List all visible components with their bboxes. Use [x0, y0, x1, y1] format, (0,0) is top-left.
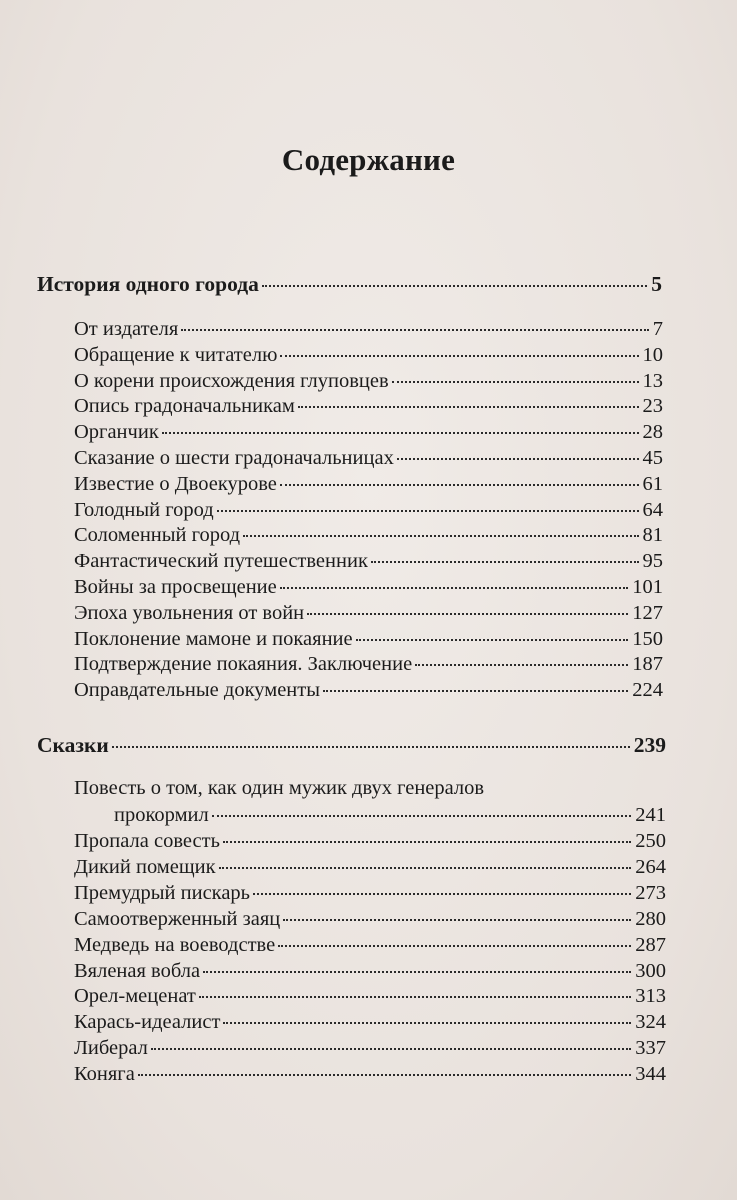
toc-item-label: Соломенный город — [74, 524, 241, 547]
toc-item — [74, 906, 666, 932]
toc-item-page: 61 — [642, 472, 663, 495]
toc-item-page: 324 — [635, 1011, 666, 1034]
toc-item — [74, 1035, 666, 1061]
toc-item — [74, 983, 666, 1009]
toc-item — [74, 342, 663, 368]
toc-item-page: 13 — [642, 369, 663, 392]
toc-item-label: Либерал — [74, 1037, 148, 1060]
toc-item-page: 127 — [632, 601, 663, 624]
toc-item-label: Обращение к читателю — [74, 343, 278, 366]
toc-item-page: 150 — [632, 627, 663, 650]
dot-leader — [371, 561, 639, 563]
dot-leader — [262, 285, 647, 287]
toc-item-page: 28 — [642, 421, 663, 444]
toc-item-label: Известие о Двоекурове — [74, 472, 277, 495]
toc-item-page: 10 — [642, 343, 663, 366]
toc-item-label: Медведь на воеводстве — [74, 933, 276, 956]
toc-item-page: 7 — [652, 318, 663, 340]
page-title: Содержание — [281, 142, 456, 177]
dot-leader — [181, 329, 648, 331]
dot-leader — [278, 945, 631, 947]
dot-leader — [280, 355, 638, 357]
toc-item-label: Орел-меценат — [74, 985, 196, 1008]
dot-leader — [253, 893, 631, 895]
dot-leader — [138, 1074, 631, 1076]
toc-item-label: От издателя — [74, 318, 179, 340]
dot-leader — [151, 1048, 631, 1050]
toc-item — [74, 600, 663, 626]
toc-item — [74, 828, 666, 854]
toc-item-page: 224 — [632, 679, 663, 702]
dot-leader — [307, 613, 628, 615]
dot-leader — [219, 867, 632, 869]
dot-leader — [203, 971, 631, 973]
toc-item — [74, 626, 663, 652]
toc-item — [74, 651, 663, 677]
toc-item-page: 280 — [635, 907, 666, 930]
toc-item — [74, 958, 666, 984]
toc-item — [74, 677, 663, 703]
dot-leader — [223, 1022, 631, 1024]
dot-leader — [280, 587, 629, 589]
toc-item-page: 95 — [642, 550, 663, 573]
toc-heading-page: 5 — [651, 272, 662, 296]
toc-heading-label: Сказки — [37, 733, 109, 757]
toc-item-label: Фантастический путешественник — [74, 550, 368, 573]
toc-item-label: Эпоха увольнения от войн — [74, 601, 305, 624]
toc-heading-tales — [37, 732, 666, 758]
toc-item-first-line1: Повесть о том, как один мужик двух генералов — [74, 777, 485, 799]
toc-item-page: 101 — [632, 576, 663, 598]
dot-leader — [323, 690, 628, 692]
toc-heading-history — [37, 271, 662, 297]
dot-leader — [217, 510, 639, 512]
toc-item-label: Подтверждение покаяния. Заключение — [74, 653, 413, 676]
toc-item-first — [114, 802, 666, 828]
dot-leader — [397, 458, 639, 460]
toc-item-label: Самоотверженный заяц — [74, 907, 281, 930]
toc-item-page: 250 — [635, 830, 666, 852]
toc-item-page: 313 — [635, 985, 666, 1008]
dot-leader — [212, 815, 631, 817]
toc-item — [74, 393, 663, 419]
toc-item-label: Коняга — [74, 1063, 135, 1086]
dot-leader — [392, 381, 639, 383]
dot-leader — [112, 746, 630, 748]
toc-item-page: 241 — [635, 804, 666, 826]
dot-leader — [280, 484, 639, 486]
toc-item-label: Опись градоначальникам — [74, 395, 295, 418]
toc-item-page: 64 — [642, 498, 663, 521]
toc-item-page: 344 — [635, 1063, 666, 1086]
toc-item — [74, 574, 663, 600]
toc-item-label: Оправдательные документы — [74, 679, 320, 702]
toc-item — [74, 368, 663, 394]
toc-item-label: Поклонение мамоне и покаяние — [74, 627, 353, 650]
toc-heading-page: 239 — [633, 733, 666, 757]
toc-item-page: 187 — [632, 653, 663, 676]
dot-leader — [243, 535, 638, 537]
dot-leader — [283, 919, 631, 921]
toc-item-label: Голодный город — [74, 498, 214, 521]
toc-item-page: 81 — [642, 524, 663, 547]
toc-item-label: Пропала совесть — [74, 830, 220, 852]
toc-item-label: Премудрый пискарь — [74, 881, 251, 904]
toc-item — [74, 316, 663, 342]
dot-leader — [199, 996, 631, 998]
dot-leader — [162, 432, 639, 434]
dot-leader — [223, 841, 631, 843]
toc-item-label: О корени происхождения глуповцев — [74, 369, 389, 392]
toc-item — [74, 880, 666, 906]
toc-item-page: 287 — [635, 933, 666, 956]
toc-item — [74, 1061, 666, 1087]
toc-item-page: 45 — [642, 447, 663, 469]
toc-item — [74, 1009, 666, 1035]
dot-leader — [298, 406, 639, 408]
toc-item-page: 23 — [642, 395, 663, 418]
toc-item-label: Войны за просвещение — [74, 576, 277, 598]
toc-item — [74, 932, 666, 958]
toc-item-label: Дикий помещик — [74, 855, 216, 878]
toc-item — [74, 854, 666, 880]
toc-item — [74, 497, 663, 523]
toc-item-label: Органчик — [74, 421, 159, 444]
toc-heading-label: История одного города — [37, 272, 259, 296]
toc-item-page: 300 — [635, 959, 666, 982]
toc-item — [74, 445, 663, 471]
dot-leader — [356, 639, 629, 641]
toc-item-page: 264 — [635, 855, 666, 878]
dot-leader — [415, 664, 628, 666]
toc-item-label: Вяленая вобла — [74, 959, 201, 982]
toc-item-label: прокормил — [114, 804, 209, 826]
toc-item-label: Карась-идеалист — [74, 1011, 221, 1034]
toc-item — [74, 548, 663, 574]
toc-item — [74, 471, 663, 497]
toc-item — [74, 419, 663, 445]
toc-item — [74, 522, 663, 548]
toc-item-label: Сказание о шести градоначальницах — [74, 447, 394, 469]
toc-item-page: 273 — [635, 881, 666, 904]
toc-item-page: 337 — [635, 1037, 666, 1060]
